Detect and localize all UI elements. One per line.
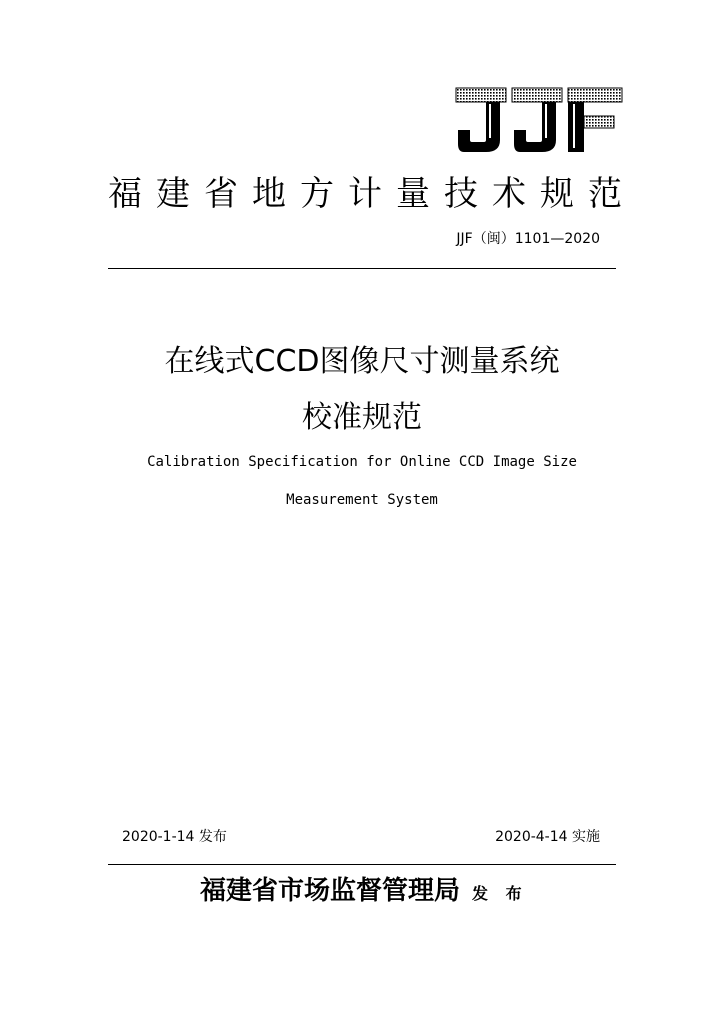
- bottom-divider: [108, 864, 616, 865]
- issue-date: 2020-1-14 发布: [122, 829, 227, 845]
- title-cn-line1: 在线式CCD图像尺寸测量系统: [164, 344, 560, 379]
- jjf-logo-graphic: [454, 86, 624, 156]
- title-en-line2: Measurement System: [286, 492, 438, 508]
- publisher-name: 福建省市场监督管理局: [200, 876, 461, 906]
- publisher-suffix: 发 布: [472, 884, 528, 903]
- title-en-line1: Calibration Specification for Online CCD Image Size: [147, 454, 577, 470]
- top-divider: [108, 268, 616, 269]
- implement-date: 2020-4-14 实施: [495, 829, 600, 845]
- title-cn-line2: 校准规范: [302, 400, 422, 435]
- logo-letter-j2: [512, 88, 562, 152]
- jjf-logo: [454, 86, 624, 156]
- publisher: [200, 870, 528, 907]
- logo-letter-f: [568, 88, 622, 152]
- logo-letter-j1: [456, 88, 506, 152]
- document-code: JJF（闽）1101—2020: [456, 231, 600, 247]
- org-title: 福建省地方计量技术规范: [108, 174, 636, 214]
